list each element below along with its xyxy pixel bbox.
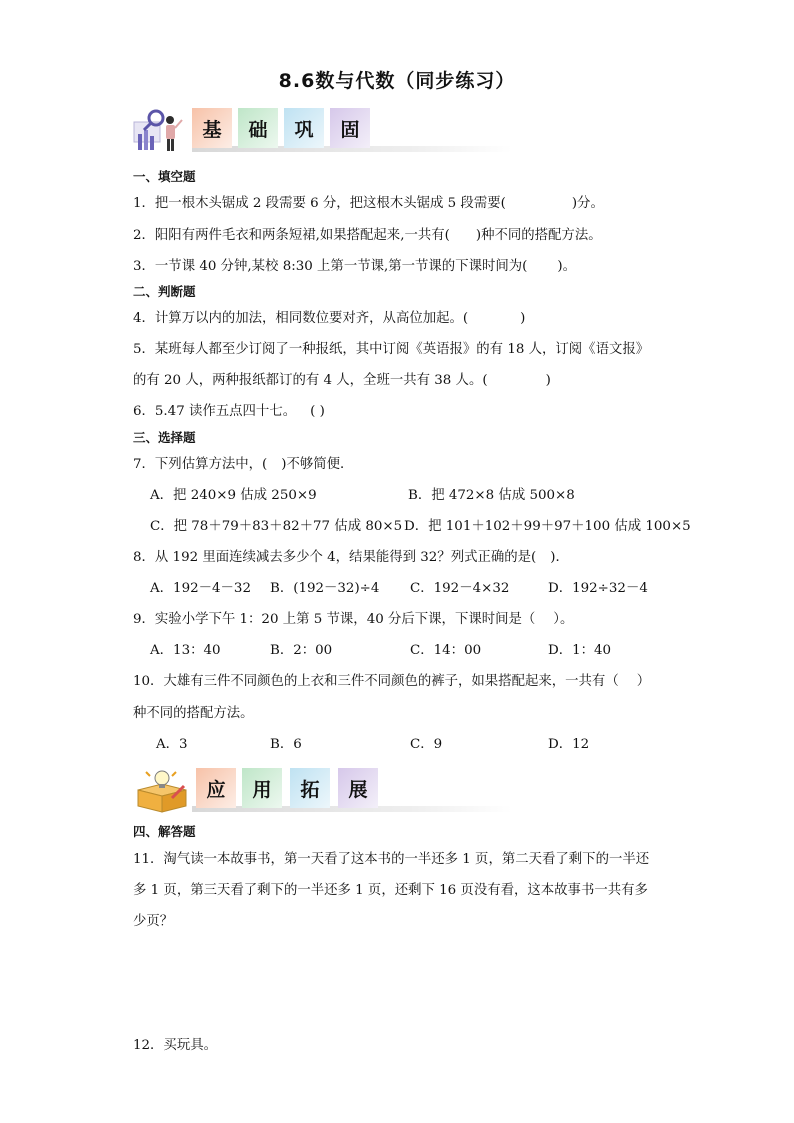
question-9 [133, 608, 573, 627]
option-7c[interactable]: C．把 78＋79＋83＋82＋77 估成 80×5 [150, 519, 403, 534]
question-text: 的有 20 人，两种报纸都订的有 4 人，全班一共有 38 人。( [133, 373, 488, 388]
banner-tile-gu [330, 108, 370, 148]
question-tail: ）。 [553, 612, 574, 627]
option-10c[interactable]: C．9 [410, 737, 443, 752]
question-tail: )种不同的搭配方法。 [475, 228, 602, 243]
option-7d[interactable]: D．把 101＋102＋99＋97＋100 估成 100×5 [404, 519, 691, 534]
banner-tile-gong [284, 108, 324, 148]
question-text: 10．大雄有三件不同颜色的上衣和三件不同颜色的裤子，如果搭配起来，一共有（ [133, 674, 619, 689]
option-9d[interactable]: D．1：40 [548, 643, 612, 658]
question-5-line-1: 5．某班每人都至少订阅了一种报纸，其中订阅《英语报》的有 18 人，订阅《语文报》 [133, 342, 650, 357]
analytics-person-icon [132, 108, 186, 154]
question-7 [133, 453, 353, 472]
question-text: 6．5.47 读作五点四十七。 [133, 404, 297, 419]
question-4 [133, 307, 525, 326]
question-tail: )不够简便． [281, 457, 354, 472]
question-1 [133, 192, 604, 211]
answer-blank[interactable]: ( ) [310, 404, 325, 419]
section-banner-basic [130, 108, 390, 158]
question-tail: )。 [557, 259, 576, 274]
page-title: 8.6数与代数（同步练习） [278, 70, 516, 92]
question-text: 2．阳阳有两件毛衣和两条短裙,如果搭配起来,一共有( [133, 228, 450, 243]
section-heading-solve: 四、解答题 [133, 824, 196, 839]
section-heading-choice: 三、选择题 [133, 430, 196, 445]
banner-char: 展 [348, 778, 368, 801]
question-11-line-2: 多 1 页，第三天看了剩下的一半还多 1 页，还剩下 16 页没有看，这本故事书一共有多 [133, 883, 648, 898]
question-text: 9．实验小学下午 1：20 上第 5 节课，40 分后下课，下课时间是（ [133, 612, 536, 627]
question-5-line-2 [133, 369, 551, 388]
question-3 [133, 255, 576, 274]
option-9c[interactable]: C．14：00 [410, 643, 482, 658]
question-text: 4．计算万以内的加法，相同数位要对齐，从高位加起。( [133, 311, 469, 326]
question-tail: ） [636, 674, 651, 689]
banner-tile-zhan [338, 768, 378, 808]
option-9b[interactable]: B．2：00 [270, 643, 333, 658]
option-7b[interactable]: B．把 472×8 估成 500×8 [408, 488, 575, 503]
section-banner-application [130, 768, 390, 818]
question-text: 1．把一根木头锯成 2 段需要 6 分，把这根木头锯成 5 段需要( [133, 196, 506, 211]
question-12: 12．买玩具。 [133, 1038, 217, 1053]
banner-tile-ying [196, 768, 236, 808]
section-heading-fill-blank: 一、填空题 [133, 169, 196, 184]
option-10a[interactable]: A．3 [156, 737, 188, 752]
option-8d[interactable]: D．192÷32－4 [548, 581, 648, 596]
banner-tile-tuo [290, 768, 330, 808]
question-8 [133, 546, 569, 565]
option-8a[interactable]: A．192－4－32 [150, 581, 251, 596]
question-tail: )． [550, 550, 569, 565]
question-10-line-2: 种不同的搭配方法。 [133, 706, 254, 721]
banner-char: 础 [248, 118, 268, 141]
banner-char: 拓 [300, 778, 320, 801]
section-heading-judge: 二、判断题 [133, 284, 196, 299]
banner-char: 用 [252, 778, 272, 801]
question-text: 3．一节课 40 分钟,某校 8:30 上第一节课,第一节课的下课时间为( [133, 259, 528, 274]
lightbulb-box-icon [132, 768, 192, 814]
question-11-line-3: 少页？ [133, 914, 174, 929]
banner-tile-chu [238, 108, 278, 148]
question-text: 8．从 192 里面连续减去多少个 4，结果能得到 32？列式正确的是( [133, 550, 537, 565]
question-tail: )分。 [571, 196, 604, 211]
option-8b[interactable]: B．(192－32)÷4 [270, 581, 380, 596]
option-9a[interactable]: A．13：40 [150, 643, 221, 658]
banner-char: 巩 [294, 118, 314, 141]
question-tail: ) [545, 373, 551, 388]
question-6 [133, 400, 325, 419]
question-11-line-1: 11．淘气读一本故事书，第一天看了这本书的一半还多 1 页，第二天看了剩下的一半还 [133, 852, 650, 867]
banner-char: 应 [206, 778, 226, 801]
option-7a[interactable]: A．把 240×9 估成 250×9 [150, 488, 317, 503]
question-text: 7．下列估算方法中，( [133, 457, 268, 472]
question-tail: ) [520, 311, 526, 326]
question-10-line-1 [133, 670, 650, 689]
answer-area[interactable] [133, 935, 663, 1025]
banner-tile-ji [192, 108, 232, 148]
option-8c[interactable]: C．192－4×32 [410, 581, 510, 596]
option-10d[interactable]: D．12 [548, 737, 590, 752]
banner-char: 固 [340, 118, 360, 141]
option-10b[interactable]: B．6 [270, 737, 302, 752]
banner-char: 基 [202, 118, 222, 141]
banner-tile-yong [242, 768, 282, 808]
question-2 [133, 224, 602, 243]
